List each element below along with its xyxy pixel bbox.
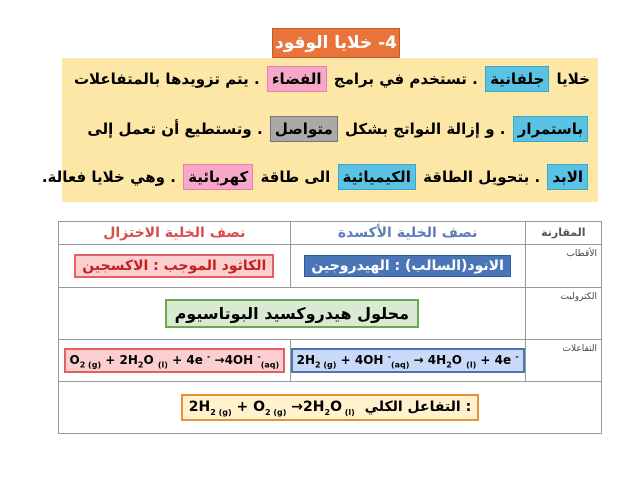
header-compare: المقارنة — [525, 222, 601, 245]
row-label-poles: الأقطاب — [525, 245, 601, 288]
total-equation: $2H_{2 (g)} + O_{2 (g)} \to 2H_2O$ $_{(l)}$ التفاعل الكلي : — [181, 394, 479, 422]
cell-reduction-eq — [59, 340, 291, 382]
paragraph-line-3 — [42, 164, 590, 190]
keyword-space: الفضاء — [267, 66, 327, 92]
text: . وتستطيع أن تعمل إلى — [87, 120, 263, 138]
text: . وهي خلايا فعالة. — [41, 168, 176, 186]
electrolyte-box: محلول هيدروكسيد البوتاسيوم — [165, 299, 420, 328]
cathode-box: الكاثود الموجب : الاكسجين — [74, 254, 274, 278]
keyword-forever: الابد — [547, 164, 588, 190]
text: . و إزالة النواتج بشكل — [345, 120, 506, 138]
comparison-table — [58, 221, 602, 434]
keyword-galvanic: جلفانية — [485, 66, 549, 92]
text: الى طاقة — [260, 168, 331, 186]
table-header-row — [59, 222, 602, 245]
text: . يتم تزويدها بالمتفاعلات — [73, 70, 260, 88]
header-reduction: نصف الخلية الاختزال — [59, 222, 291, 245]
anode-box: الانود(السالب) : الهيدروجين — [304, 255, 511, 277]
keyword-electrical: كهربائية — [183, 164, 253, 190]
reduction-equation: $O_{2 (g)} + 2H_2O$ $_{(l)}$ + 4e - →4OH -$_{(aq)}$ — [64, 348, 286, 373]
table-row-total — [59, 382, 602, 434]
section-title: 4- خلايا الوقود — [272, 28, 400, 58]
cell-anode — [290, 245, 525, 288]
keyword-continuously: باستمرار — [513, 116, 588, 142]
row-label-electrolyte: الكترولبت — [525, 288, 601, 340]
paragraph-line-1 — [74, 66, 590, 92]
keyword-continuous: متواصل — [270, 116, 338, 142]
text: . تستخدم في برامج — [333, 70, 478, 88]
paragraph-line-2 — [87, 116, 590, 142]
table-row-poles — [59, 245, 602, 288]
cell-cathode — [59, 245, 291, 288]
total-label: التفاعل الكلي : — [364, 398, 472, 415]
text: . بتحويل الطاقة — [423, 168, 541, 186]
oxidation-equation: $2H_{2 (g)} + 4OH$ $^-_{(aq)} \to 4H_2O$ $_{(l)}$ + 4e - — [291, 348, 525, 373]
keyword-chemical: الكيميائية — [338, 164, 416, 190]
intro-panel — [41, 58, 598, 202]
table-row-reactions — [59, 340, 602, 382]
header-oxidation: نصف الخلية الأكسدة — [290, 222, 525, 245]
table-row-electrolyte — [59, 288, 602, 340]
text: خلايا — [556, 70, 590, 88]
row-label-reactions: التفاعلات — [525, 340, 601, 382]
cell-electrolyte — [59, 288, 526, 340]
cell-oxidation-eq — [290, 340, 525, 382]
cell-total — [59, 382, 602, 434]
